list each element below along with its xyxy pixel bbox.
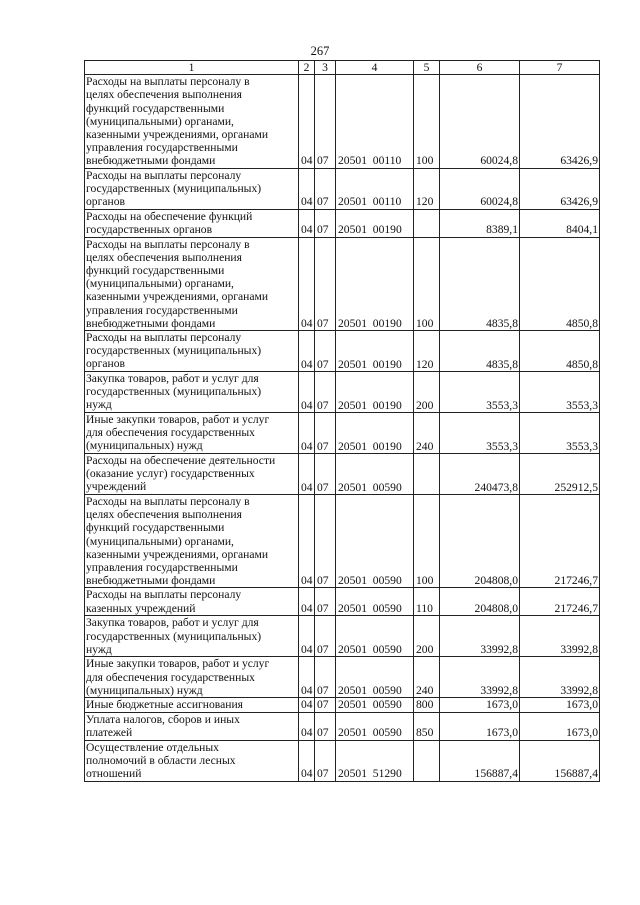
row-subsection: 07 xyxy=(315,454,336,495)
row-name: Расходы на выплаты персоналу в целях обеспечения выполнения функций государственными (муниципальными) органами, казенными учреждениями, органами управления государственными внебюджетными фондами xyxy=(85,237,299,330)
row-amount-col6: 4835,8 xyxy=(440,331,520,372)
header-col-2: 2 xyxy=(299,61,315,75)
row-amount-col7: 252912,5 xyxy=(520,454,600,495)
row-section: 04 xyxy=(299,740,315,781)
table-row xyxy=(85,237,600,330)
row-target-code: 20501 00110 xyxy=(336,75,414,168)
row-amount-col6: 4835,8 xyxy=(440,237,520,330)
row-amount-col7: 33992,8 xyxy=(520,657,600,698)
row-amount-col6: 3553,3 xyxy=(440,413,520,454)
row-amount-col7: 217246,7 xyxy=(520,588,600,616)
row-section: 04 xyxy=(299,209,315,237)
table-row xyxy=(85,168,600,209)
row-expense-type: 240 xyxy=(414,657,440,698)
header-col-5: 5 xyxy=(414,61,440,75)
row-name: Расходы на выплаты персоналу казенных учреждений xyxy=(85,588,299,616)
row-target-code: 20501 51290 xyxy=(336,740,414,781)
header-col-6: 6 xyxy=(440,61,520,75)
table-row xyxy=(85,616,600,657)
row-expense-type: 800 xyxy=(414,698,440,712)
row-name: Расходы на обеспечение деятельности (оказание услуг) государственных учреждений xyxy=(85,454,299,495)
table-row xyxy=(85,495,600,588)
row-subsection: 07 xyxy=(315,712,336,740)
row-expense-type: 100 xyxy=(414,237,440,330)
table-row xyxy=(85,657,600,698)
row-name: Расходы на выплаты персоналу государственных (муниципальных) органов xyxy=(85,331,299,372)
table-row xyxy=(85,698,600,712)
row-expense-type: 200 xyxy=(414,616,440,657)
row-expense-type: 110 xyxy=(414,588,440,616)
page-number: 267 xyxy=(310,44,330,58)
row-amount-col7: 3553,3 xyxy=(520,413,600,454)
row-name: Иные закупки товаров, работ и услуг для обеспечения государственных (муниципальных) нужд xyxy=(85,657,299,698)
row-subsection: 07 xyxy=(315,740,336,781)
row-subsection: 07 xyxy=(315,657,336,698)
row-section: 04 xyxy=(299,657,315,698)
row-expense-type: 850 xyxy=(414,712,440,740)
row-subsection: 07 xyxy=(315,237,336,330)
row-name: Расходы на выплаты персоналу в целях обеспечения выполнения функций государственными (муниципальными) органами, казенными учреждениями, органами управления государственными внебюджетными фондами xyxy=(85,495,299,588)
row-section: 04 xyxy=(299,588,315,616)
table-row xyxy=(85,740,600,781)
row-section: 04 xyxy=(299,331,315,372)
row-target-code: 20501 00110 xyxy=(336,168,414,209)
row-expense-type: 120 xyxy=(414,331,440,372)
row-expense-type: 100 xyxy=(414,495,440,588)
header-col-4: 4 xyxy=(336,61,414,75)
row-amount-col6: 33992,8 xyxy=(440,657,520,698)
row-expense-type xyxy=(414,740,440,781)
row-target-code: 20501 00590 xyxy=(336,712,414,740)
row-name: Уплата налогов, сборов и иных платежей xyxy=(85,712,299,740)
header-col-3: 3 xyxy=(315,61,336,75)
row-name: Расходы на выплаты персоналу государственных (муниципальных) органов xyxy=(85,168,299,209)
row-amount-col7: 4850,8 xyxy=(520,237,600,330)
row-subsection: 07 xyxy=(315,413,336,454)
row-expense-type xyxy=(414,209,440,237)
row-name: Иные закупки товаров, работ и услуг для обеспечения государственных (муниципальных) нужд xyxy=(85,413,299,454)
table-row xyxy=(85,588,600,616)
row-expense-type xyxy=(414,454,440,495)
row-amount-col7: 3553,3 xyxy=(520,372,600,413)
row-section: 04 xyxy=(299,495,315,588)
row-section: 04 xyxy=(299,75,315,168)
row-target-code: 20501 00590 xyxy=(336,588,414,616)
row-amount-col7: 1673,0 xyxy=(520,712,600,740)
row-amount-col6: 33992,8 xyxy=(440,616,520,657)
row-target-code: 20501 00190 xyxy=(336,331,414,372)
row-section: 04 xyxy=(299,372,315,413)
row-amount-col6: 8389,1 xyxy=(440,209,520,237)
row-name: Расходы на выплаты персоналу в целях обеспечения выполнения функций государственными (муниципальными) органами, казенными учреждениями, органами управления государственными внебюджетными фондами xyxy=(85,75,299,168)
row-subsection: 07 xyxy=(315,698,336,712)
row-amount-col6: 60024,8 xyxy=(440,75,520,168)
header-col-1: 1 xyxy=(85,61,299,75)
budget-table xyxy=(84,60,600,782)
row-target-code: 20501 00190 xyxy=(336,413,414,454)
row-section: 04 xyxy=(299,454,315,495)
row-section: 04 xyxy=(299,698,315,712)
row-amount-col6: 240473,8 xyxy=(440,454,520,495)
row-amount-col6: 204808,0 xyxy=(440,495,520,588)
row-target-code: 20501 00190 xyxy=(336,237,414,330)
row-target-code: 20501 00190 xyxy=(336,372,414,413)
header-row xyxy=(85,61,600,75)
row-subsection: 07 xyxy=(315,75,336,168)
row-name: Расходы на обеспечение функций государственных органов xyxy=(85,209,299,237)
row-amount-col6: 204808,0 xyxy=(440,588,520,616)
row-amount-col7: 4850,8 xyxy=(520,331,600,372)
table-row xyxy=(85,413,600,454)
row-amount-col6: 1673,0 xyxy=(440,712,520,740)
row-amount-col7: 217246,7 xyxy=(520,495,600,588)
row-subsection: 07 xyxy=(315,616,336,657)
row-target-code: 20501 00190 xyxy=(336,209,414,237)
row-amount-col7: 63426,9 xyxy=(520,168,600,209)
row-amount-col7: 33992,8 xyxy=(520,616,600,657)
row-target-code: 20501 00590 xyxy=(336,495,414,588)
table-row xyxy=(85,331,600,372)
row-name: Иные бюджетные ассигнования xyxy=(85,698,299,712)
row-amount-col7: 1673,0 xyxy=(520,698,600,712)
table-row xyxy=(85,372,600,413)
row-subsection: 07 xyxy=(315,168,336,209)
row-subsection: 07 xyxy=(315,372,336,413)
row-target-code: 20501 00590 xyxy=(336,454,414,495)
row-target-code: 20501 00590 xyxy=(336,657,414,698)
row-name: Закупка товаров, работ и услуг для государственных (муниципальных) нужд xyxy=(85,616,299,657)
row-name: Осуществление отдельных полномочий в области лесных отношений xyxy=(85,740,299,781)
row-amount-col6: 60024,8 xyxy=(440,168,520,209)
table-row xyxy=(85,209,600,237)
row-name: Закупка товаров, работ и услуг для государственных (муниципальных) нужд xyxy=(85,372,299,413)
row-section: 04 xyxy=(299,616,315,657)
row-expense-type: 100 xyxy=(414,75,440,168)
row-amount-col6: 3553,3 xyxy=(440,372,520,413)
row-subsection: 07 xyxy=(315,495,336,588)
header-col-7: 7 xyxy=(520,61,600,75)
row-section: 04 xyxy=(299,413,315,454)
row-target-code: 20501 00590 xyxy=(336,616,414,657)
row-amount-col6: 156887,4 xyxy=(440,740,520,781)
row-subsection: 07 xyxy=(315,209,336,237)
table-row xyxy=(85,712,600,740)
row-subsection: 07 xyxy=(315,331,336,372)
row-section: 04 xyxy=(299,712,315,740)
row-section: 04 xyxy=(299,237,315,330)
row-expense-type: 200 xyxy=(414,372,440,413)
row-section: 04 xyxy=(299,168,315,209)
row-expense-type: 120 xyxy=(414,168,440,209)
row-amount-col6: 1673,0 xyxy=(440,698,520,712)
row-target-code: 20501 00590 xyxy=(336,698,414,712)
row-subsection: 07 xyxy=(315,588,336,616)
row-expense-type: 240 xyxy=(414,413,440,454)
table-row xyxy=(85,75,600,168)
row-amount-col7: 156887,4 xyxy=(520,740,600,781)
row-amount-col7: 63426,9 xyxy=(520,75,600,168)
row-amount-col7: 8404,1 xyxy=(520,209,600,237)
table-row xyxy=(85,454,600,495)
